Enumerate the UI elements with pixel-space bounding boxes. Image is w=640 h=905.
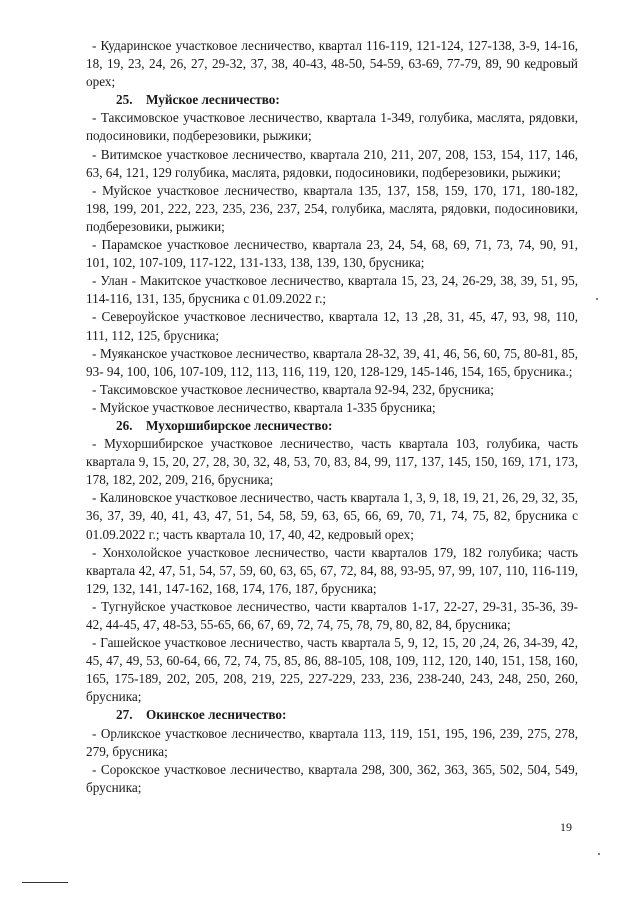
section-title: Окинское лесничество: xyxy=(146,707,287,723)
list-item: - Кударинское участковое лесничество, квартал 116-119, 121-124, 127-138, 3-9, 14-16, 18, 19, 23, 24, 26, 27, 29-32, 37, 38, 40-43, 48-50, 54-59, 63-69, 77-79, 89, 90 кедровый орех; xyxy=(86,38,578,90)
page-body xyxy=(86,37,578,797)
list-item: - Улан - Макитское участковое лесничество, квартала 15, 23, 24, 26-29, 38, 39, 51, 95, 114-116, 131, 135, брусника с 01.09.2022 г.; xyxy=(86,273,578,307)
list-item: - Муйское участковое лесничество, квартала 1-335 брусника; xyxy=(92,399,436,415)
list-item: - Орликское участковое лесничество, квартала 113, 119, 151, 195, 196, 239, 275, 278, 279, брусника; xyxy=(86,725,578,759)
list-item: - Таксимовское участковое лесничество, квартала 1-349, голубика, маслята, рядовки, подосиновики, подберезовики, рыжики; xyxy=(86,110,578,144)
section-title: Муйское лесничество: xyxy=(146,92,280,108)
scan-speck xyxy=(596,298,598,300)
section-heading xyxy=(116,417,578,435)
section-title: Мухоршибирское лесничество: xyxy=(146,417,333,433)
section-number: 25. xyxy=(116,92,133,108)
section-number: 26. xyxy=(116,417,133,433)
list-item: - Сорокское участковое лесничество, квартала 298, 300, 362, 363, 365, 502, 504, 549, брусника; xyxy=(86,761,578,795)
list-item: - Витимское участковое лесничество, квартала 210, 211, 207, 208, 153, 154, 117, 146, 63, 64, 121, 129 голубика, маслята, рядовки, подосиновики, подберезовики, рыжики; xyxy=(86,146,578,180)
section-heading xyxy=(116,706,578,724)
list-item: - Калиновское участковое лесничество, часть квартала 1, 3, 9, 18, 19, 21, 26, 29, 32, 35, 36, 37, 39, 40, 41, 43, 47, 51, 54, 58, 59, 63, 65, 66, 69, 70, 71, 74, 75, 82, брусника с 01.09.2022 г.; часть квартала 10, 17, 40, 42, кедровый орех; xyxy=(86,490,578,542)
footnote-rule xyxy=(22,882,68,883)
list-item: - Тугнуйское участковое лесничество, части кварталов 1-17, 22-27, 29-31, 35-36, 39-42, 44-45, 47, 48-53, 55-65, 66, 67, 69, 72, 74, 75, 78, 79, 80, 82, 84, брусника; xyxy=(86,598,578,632)
list-item: - Мухоршибирское участковое лесничество, часть квартала 103, голубика, часть квартала 9, 15, 20, 27, 28, 30, 32, 48, 53, 70, 83, 84, 99, 117, 137, 145, 150, 169, 171, 173, 178, 182, 202, 209, 216, брусника; xyxy=(86,436,578,488)
list-item: - Гашейское участковое лесничество, часть квартала 5, 9, 12, 15, 20 ,24, 26, 34-39, 42, 45, 47, 49, 53, 60-64, 66, 72, 74, 75, 85, 86, 88-105, 108, 109, 112, 120, 140, 151, 158, 160, 165, 175-189, 202, 205, 208, 219, 225, 227-229, 233, 236, 238-240, 243, 248, 250, 260, брусника; xyxy=(86,635,578,705)
section-heading xyxy=(116,91,578,109)
section-number: 27. xyxy=(116,707,133,723)
list-item: - Муйское участковое лесничество, квартала 135, 137, 158, 159, 170, 171, 180-182, 198, 199, 201, 222, 223, 235, 236, 237, 254, голубика, маслята, рядовки, подосиновики, подберезовики, рыжики; xyxy=(86,182,578,234)
list-item: - Североуйское участковое лесничество, квартала 12, 13 ,28, 31, 45, 47, 93, 98, 110, 111, 112, 125, брусника; xyxy=(86,309,578,343)
list-item: - Парамское участковое лесничество, квартала 23, 24, 54, 68, 69, 71, 73, 74, 90, 91, 101, 102, 107-109, 117-122, 131-133, 138, 139, 130, брусника; xyxy=(86,237,578,271)
list-item: - Хонхолойское участковое лесничество, части кварталов 179, 182 голубика; часть квартала 42, 47, 51, 54, 57, 59, 60, 63, 65, 67, 72, 84, 88, 93-95, 97, 99, 107, 110, 116-119, 129, 132, 141, 147-162, 168, 174, 176, 187, брусника; xyxy=(86,544,578,596)
list-item: - Таксимовское участковое лесничество, квартала 92-94, 232, брусника; xyxy=(92,381,494,397)
list-item: - Муяканское участковое лесничество, квартала 28-32, 39, 41, 46, 56, 60, 75, 80-81, 85, 93- 94, 100, 106, 107-109, 112, 113, 116, 119, 120, 128-129, 145-146, 154, 165, брусника.; xyxy=(86,345,578,379)
page-number: 19 xyxy=(560,820,572,834)
scan-speck xyxy=(598,853,600,855)
